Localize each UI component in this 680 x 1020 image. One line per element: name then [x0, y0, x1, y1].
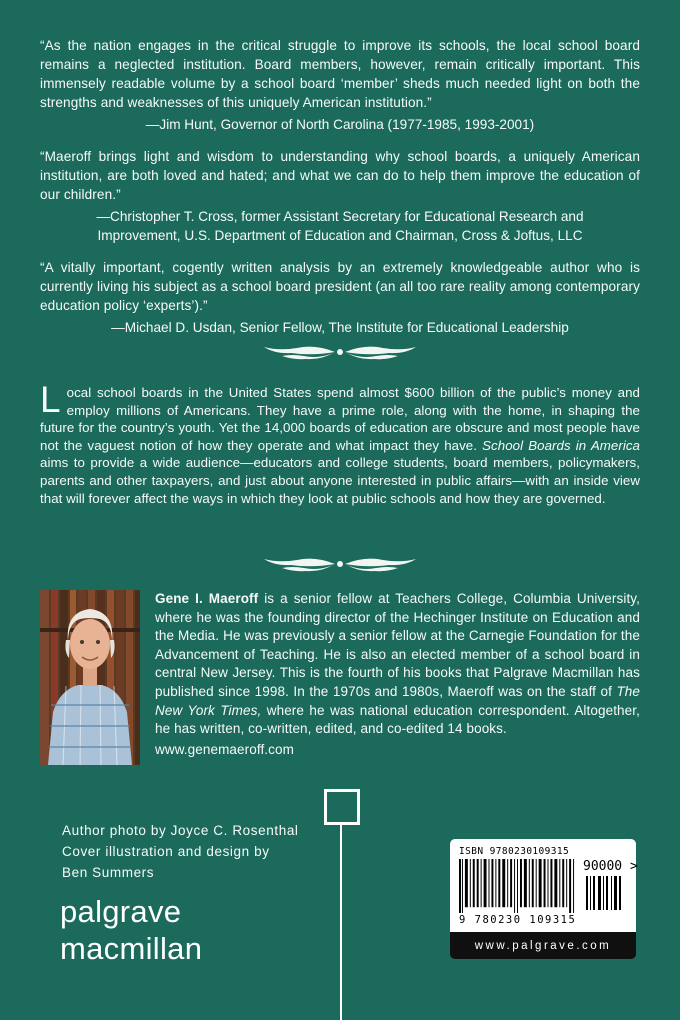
endorsement-3	[40, 258, 640, 337]
divider-ornament-top	[0, 342, 680, 362]
fern-leaf-ornament-icon	[255, 342, 425, 362]
quote-text: “A vitally important, cogently written analysis by an extremely knowledgeable author who is currently living his subject as a school board president (an all too rare reality among contemporary education policy ‘experts’).”	[40, 260, 640, 313]
synopsis-section	[40, 379, 640, 507]
price-code: 90000 >	[583, 859, 638, 874]
author-website: www.genemaeroff.com	[155, 741, 294, 757]
quote-text: “As the nation engages in the critical struggle to improve its schools, the local school board remains a neglected institution. Board members, however, remain critically important. This immensely readable volume by a school board ‘member’ sheds much needed light on both the strengths and weaknesses of this uniquely American institution.”	[40, 38, 640, 110]
synopsis-text	[40, 379, 640, 507]
publisher-website-strip: www.palgrave.com	[450, 932, 636, 959]
credit-line: Author photo by Joyce C. Rosenthal	[62, 823, 299, 838]
publisher-name-line1: palgrave	[60, 894, 182, 929]
quote-attribution: —Christopher T. Cross, former Assistant Secretary for Educational Research and Improvement, U.S. Department of Education and Chairman, Cross & Joftus, LLC	[96, 209, 584, 243]
fern-leaf-ornament-icon	[255, 554, 425, 574]
publisher-name-line2: macmillan	[60, 931, 203, 966]
endorsements-section	[40, 36, 640, 350]
barcode-panel	[450, 839, 636, 932]
endorsement-2	[40, 147, 640, 245]
author-portrait-image	[40, 590, 140, 765]
author-bio-section	[40, 590, 640, 765]
barcode-addon-icon	[586, 876, 624, 910]
barcode-block	[450, 839, 636, 959]
credits-block	[62, 820, 299, 883]
quote-attribution: —Michael D. Usdan, Senior Fellow, The Institute for Educational Leadership	[111, 320, 569, 335]
credit-line: Ben Summers	[62, 865, 155, 880]
barcode-digits: 9 780230 109315	[459, 914, 577, 926]
cover-art-square-outline	[324, 789, 360, 825]
author-bio-text	[155, 590, 640, 765]
dropcap-letter: L	[40, 379, 61, 420]
publisher-logo	[60, 893, 202, 967]
quote-text: “Maeroff brings light and wisdom to understanding why school boards, a uniquely American institution, are both loved and hated; and what we can do to help them improve the education of our children.”	[40, 149, 640, 202]
bio-paragraph: Gene I. Maeroff is a senior fellow at Teachers College, Columbia University, where he was the founding director of the Hechinger Institute on Education and the Media. He was previously a senior fellow at the Carnegie Foundation for the Advancement of Teaching. He is also an elected member of a school board in central New Jersey. This is the fourth of his books that Palgrave Macmillan has published since 1998. In the 1970s and 1980s, Maeroff was on the staff of The New York Times, where he was national education correspondent. Altogether, he has written, co-written, edited, and co-edited 14 books.	[155, 591, 640, 737]
credit-line: Cover illustration and design by	[62, 844, 270, 859]
cover-art-vertical-line	[340, 823, 342, 1020]
divider-ornament-bottom	[0, 554, 680, 574]
isbn-label: ISBN 9780230109315	[459, 846, 570, 857]
author-photo	[40, 590, 140, 765]
synopsis-body: ocal school boards in the United States spend almost $600 billion of the public’s money and employ millions of Americans. They have a prime role, along with the home, in shaping the future for the country’s youth. Yet the 14,000 boards of education are obscure and most people have not the vaguest notion of how they operate and what impact they have. School Boards in America aims to provide a wide audience—educators and college students, board members, policymakers, parents and other taxpayers, and just about anyone interested in public affairs—with an inside view that will forever affect the ways in which they look at public schools and how they are governed.	[40, 385, 640, 506]
quote-attribution: —Jim Hunt, Governor of North Carolina (1977-1985, 1993-2001)	[145, 117, 535, 132]
endorsement-1	[40, 36, 640, 134]
ean-barcode-icon	[459, 859, 577, 913]
